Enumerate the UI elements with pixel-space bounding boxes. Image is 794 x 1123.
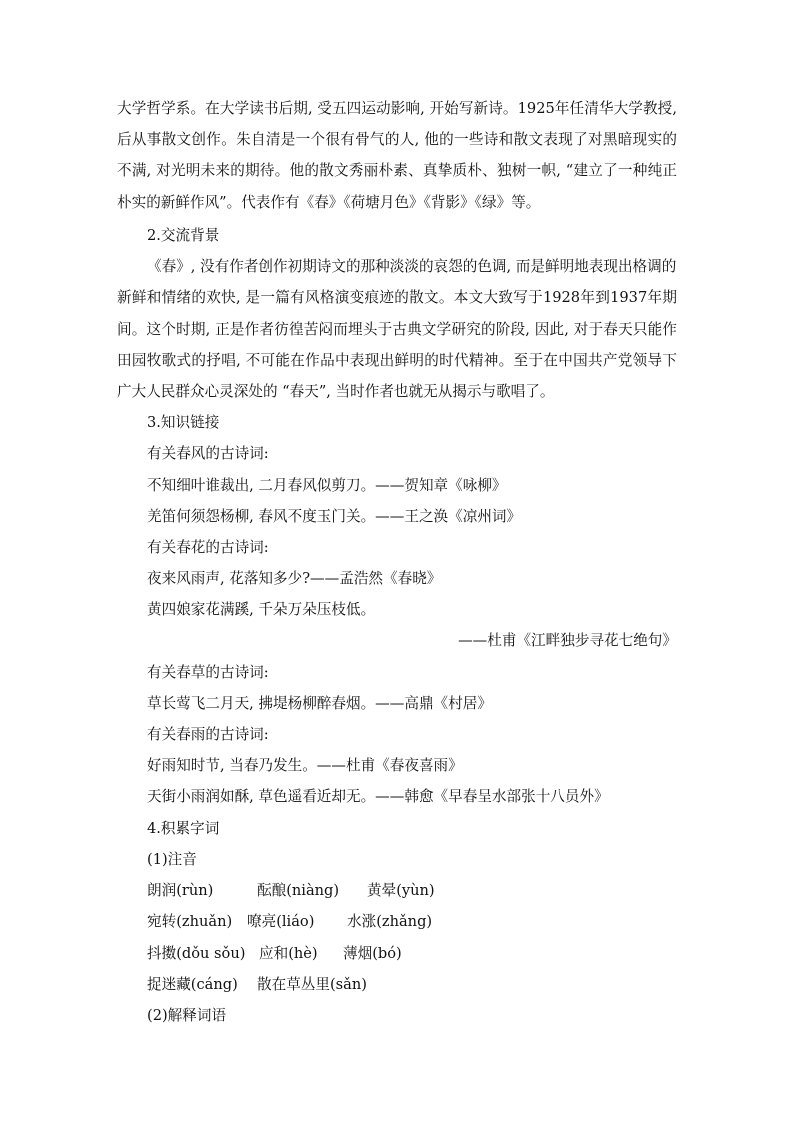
- pronunciation-row-4: [147, 975, 677, 995]
- grass-poem-1: 草长莺飞二月天, 拂堤杨柳醉春烟。——高鼎《村居》: [147, 695, 492, 712]
- pronunciation-item: 黄晕(yùn): [367, 882, 435, 899]
- section-heading-vocabulary: 4.积累字词: [147, 820, 220, 837]
- pronunciation-item: 宛转(zhuǎn): [147, 913, 233, 930]
- background-line-5: 广大人民群众心灵深处的 “春天”, 当时作者也就无从揭示与歌唱了。: [117, 383, 555, 400]
- flower-poem-2: 黄四娘家花满蹊, 千朵万朵压枝低。: [147, 601, 376, 618]
- flower-poem-attribution: ——杜甫《江畔独步寻花七绝句》: [458, 632, 677, 649]
- pronunciation-item: 水涨(zhǎng): [347, 913, 433, 930]
- intro-line-4: 朴实的新鲜作风”。代表作有《春》《荷塘月色》《背影》《绿》等。: [117, 194, 541, 211]
- pronunciation-row-1: [147, 881, 677, 901]
- background-line-1: 《春》, 没有作者创作初期诗文的那种淡淡的哀怨的色调, 而是鲜明地表现出格调的: [147, 258, 677, 275]
- definition-subheading: (2)解释词语: [147, 1007, 227, 1024]
- pronunciation-item: 朗润(rùn): [147, 882, 214, 899]
- section-heading-background: 2.交流背景: [147, 227, 220, 244]
- rain-poems-title: 有关春雨的古诗词:: [147, 726, 269, 743]
- background-line-2: 新鲜和情绪的欢快, 是一篇有风格演变痕迹的散文。本文大致写于1928年到1937年期: [117, 289, 677, 306]
- wind-poem-1: 不知细叶谁裁出, 二月春风似剪刀。——贺知章《咏柳》: [147, 477, 507, 494]
- background-line-3: 间。这个时期, 正是作者彷徨苦闷而埋头于古典文学研究的阶段, 因此, 对于春天只能作: [117, 321, 677, 338]
- flower-poem-1: 夜来风雨声, 花落知多少?——孟浩然《春晓》: [147, 570, 442, 587]
- grass-poems-title: 有关春草的古诗词:: [147, 664, 269, 681]
- pronunciation-item: 抖擞(dǒu sǒu): [147, 945, 246, 962]
- flower-poems-title: 有关春花的古诗词:: [147, 539, 269, 556]
- pronunciation-row-2: [147, 912, 677, 932]
- pronunciation-item: 散在草丛里(sǎn): [257, 976, 367, 993]
- pronunciation-subheading: (1)注音: [147, 851, 197, 868]
- background-line-4: 田园牧歌式的抒唱, 不可能在作品中表现出鲜明的时代精神。至于在中国共产党领导下: [117, 352, 677, 369]
- pronunciation-row-3: [147, 944, 677, 964]
- rain-poem-2: 天街小雨润如酥, 草色遥看近却无。——韩愈《早春呈水部张十八员外》: [147, 788, 609, 805]
- intro-line-1: 大学哲学系。在大学读书后期, 受五四运动影响, 开始写新诗。1925年任清华大学教授,: [117, 100, 677, 117]
- section-heading-knowledge: 3.知识链接: [147, 414, 220, 431]
- wind-poem-2: 羌笛何须怨杨柳, 春风不度玉门关。——王之涣《凉州词》: [147, 508, 522, 525]
- rain-poem-1: 好雨知时节, 当春乃发生。——杜甫《春夜喜雨》: [147, 757, 463, 774]
- intro-line-3: 不满, 对光明未来的期待。他的散文秀丽朴素、真挚质朴、独树一帜, “建立了一种纯正: [117, 162, 677, 179]
- pronunciation-item: 应和(hè): [259, 945, 318, 962]
- wind-poems-title: 有关春风的古诗词:: [147, 445, 269, 462]
- pronunciation-item: 酝酿(niàng): [257, 882, 340, 899]
- intro-line-2: 后从事散文创作。朱自清是一个很有骨气的人, 他的一些诗和散文表现了对黑暗现实的: [117, 131, 677, 148]
- pronunciation-item: 捉迷藏(cáng): [147, 976, 238, 993]
- pronunciation-item: 嘹亮(liáo): [247, 913, 315, 930]
- pronunciation-item: 薄烟(bó): [343, 945, 402, 962]
